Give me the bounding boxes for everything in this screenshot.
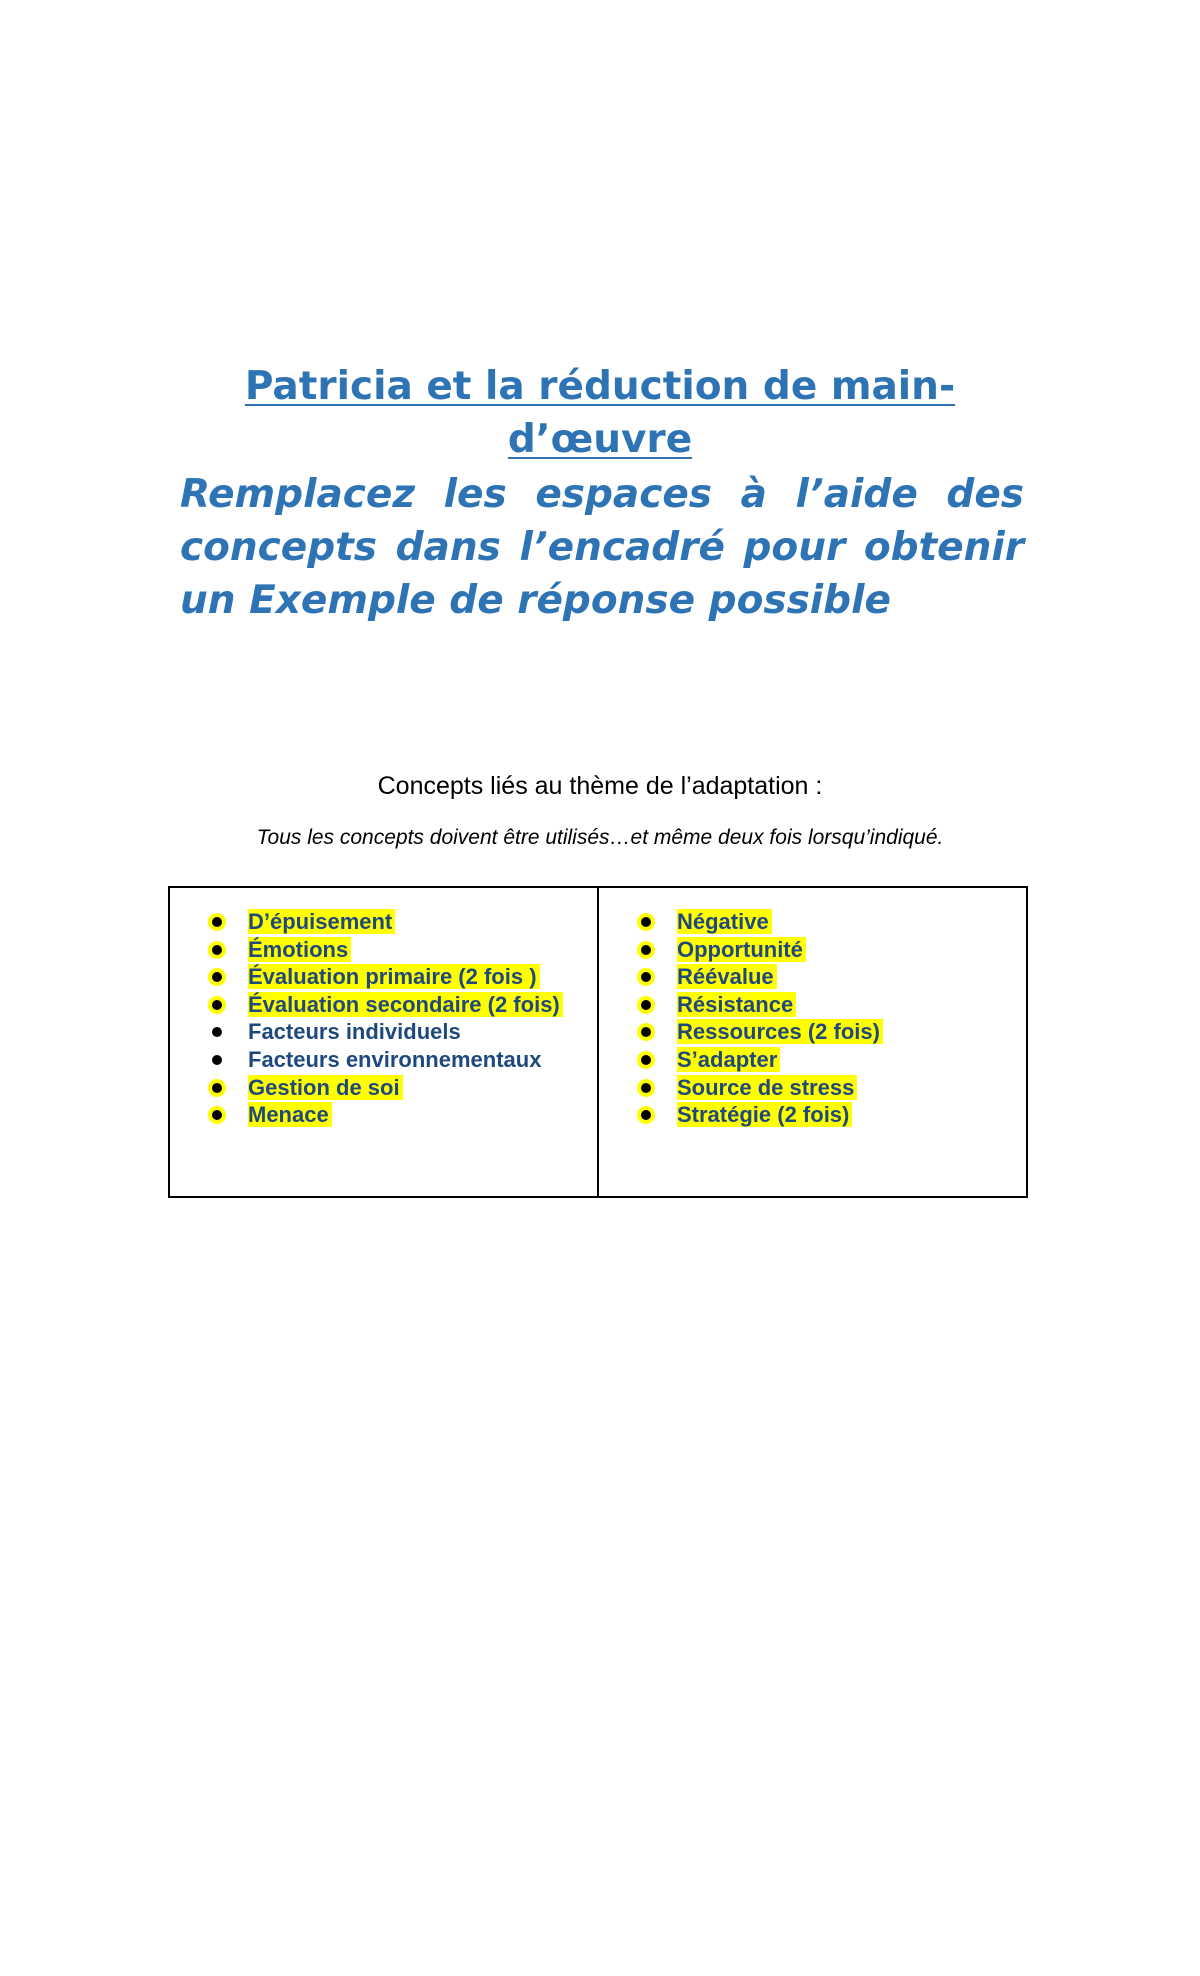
bullet-icon — [641, 945, 651, 955]
concept-item — [641, 908, 1006, 936]
concept-item — [641, 1074, 1006, 1102]
concept-item — [212, 1018, 577, 1046]
concept-label: Évaluation secondaire (2 fois) — [248, 992, 563, 1017]
concept-item — [212, 908, 577, 936]
concept-item — [212, 1046, 577, 1074]
concept-item — [641, 1018, 1006, 1046]
instruction-text: Tous les concepts doivent être utilisés…et même deux fois lorsqu’indiqué. — [256, 826, 944, 849]
concept-item — [641, 1101, 1006, 1129]
bullet-icon — [641, 1110, 651, 1120]
bullet-icon — [641, 917, 651, 927]
concept-label: Menace — [248, 1102, 332, 1127]
bullet-icon — [212, 1083, 222, 1093]
concept-label: Ressources (2 fois) — [677, 1019, 883, 1044]
bullet-icon — [641, 1055, 651, 1065]
bullet-icon — [212, 1000, 222, 1010]
bullet-icon — [212, 1055, 222, 1065]
concept-item — [212, 1074, 577, 1102]
concept-label: Négative — [677, 909, 772, 934]
concept-label: Résistance — [677, 992, 796, 1017]
concept-label: S’adapter — [677, 1047, 780, 1072]
concept-item — [641, 936, 1006, 964]
concept-label: Facteurs environnementaux — [248, 1046, 542, 1072]
concept-item — [641, 991, 1006, 1019]
concept-label: Émotions — [248, 937, 351, 962]
concept-list-right — [641, 908, 1006, 1129]
bullet-icon — [212, 1027, 222, 1037]
bullet-icon — [641, 1083, 651, 1093]
concept-label: D’épuisement — [248, 909, 395, 934]
concept-label: Opportunité — [677, 937, 806, 962]
bullet-icon — [641, 1000, 651, 1010]
concept-label: Source de stress — [677, 1075, 857, 1100]
concept-label: Facteurs individuels — [248, 1019, 461, 1045]
bullet-icon — [212, 972, 222, 982]
concept-item — [641, 963, 1006, 991]
document-subtitle: Remplacez les espaces à l’aide des concepts dans l’encadré pour obtenir un Exemple de réponse possible — [180, 472, 1024, 623]
document-title: Patricia et la réduction de main-d’œuvre — [244, 364, 956, 462]
concept-column-right — [597, 888, 1026, 1196]
concept-item — [641, 1046, 1006, 1074]
concept-label: Gestion de soi — [248, 1075, 403, 1100]
concept-box — [168, 886, 1028, 1198]
concept-label: Réévalue — [677, 964, 777, 989]
concept-item — [212, 991, 577, 1019]
bullet-icon — [641, 972, 651, 982]
concept-label: Stratégie (2 fois) — [677, 1102, 852, 1127]
concept-item — [212, 936, 577, 964]
concept-item — [212, 963, 577, 991]
bullet-icon — [212, 1110, 222, 1120]
concept-label: Évaluation primaire (2 fois ) — [248, 964, 540, 989]
bullet-icon — [212, 945, 222, 955]
concept-list-left — [212, 908, 577, 1129]
bullet-icon — [212, 917, 222, 927]
concept-item — [212, 1101, 577, 1129]
concept-column-left — [170, 888, 597, 1196]
concepts-heading: Concepts liés au thème de l’adaptation : — [377, 772, 823, 800]
bullet-icon — [641, 1027, 651, 1037]
